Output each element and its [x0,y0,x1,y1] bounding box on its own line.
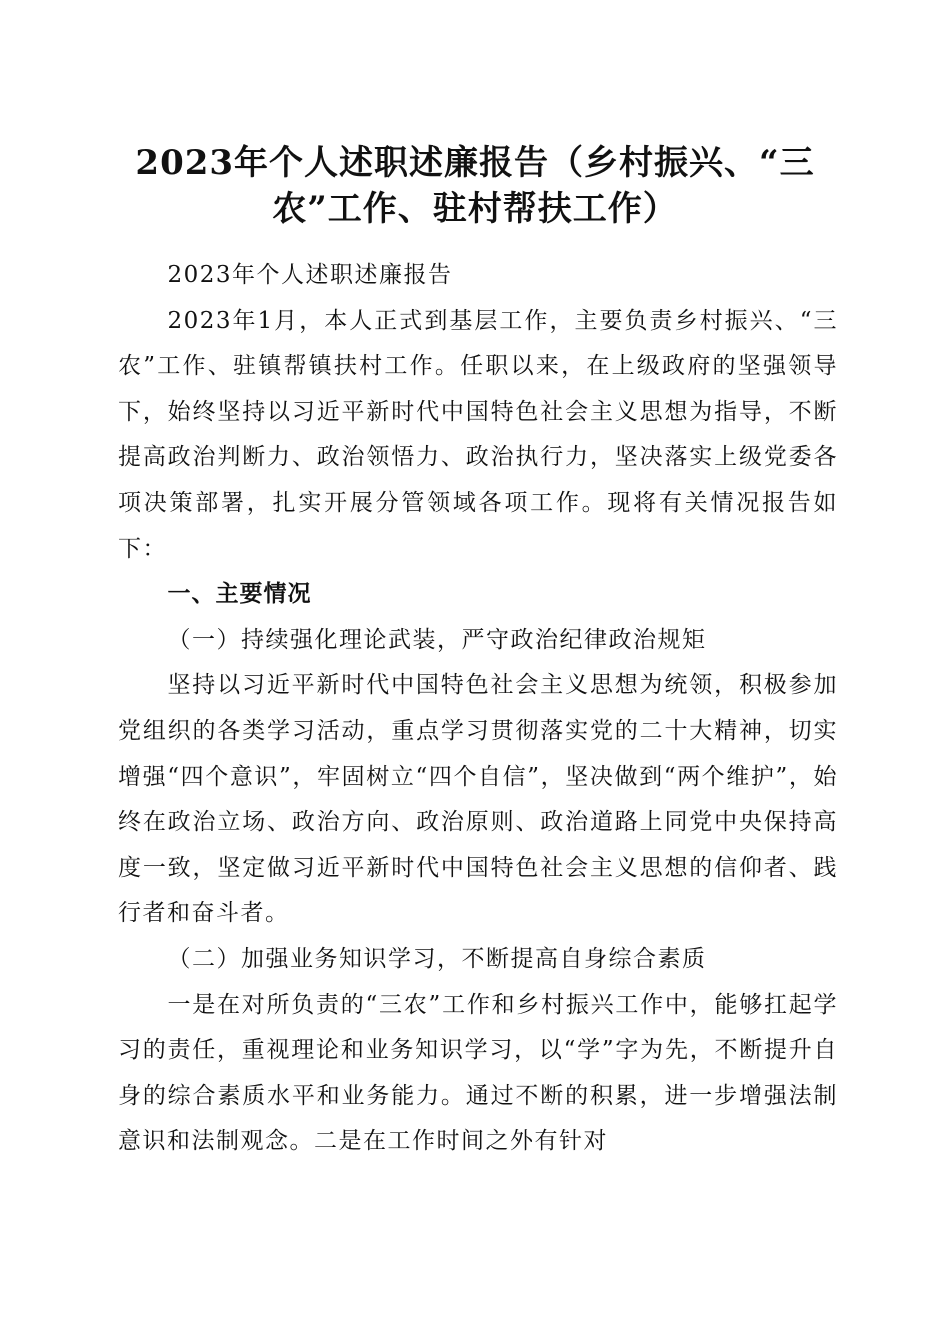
subsection-1-paragraph: 坚持以习近平新时代中国特色社会主义思想为统领，积极参加党组织的各类学习活动，重点学习贯彻落实党的二十大精神，切实增强“四个意识”，牢固树立“四个自信”，坚决做到“两个维护”，始终在政治立场、政治方向、政治原则、政治道路上同党中央保持高度一致，坚定做习近平新时代中国特色社会主义思想的信仰者、践行者和奋斗者。 [118,672,838,927]
document-body [118,253,838,1165]
title-line-2: 农”工作、驻村帮扶工作） [272,189,678,229]
section-heading-main-situation: 一、主要情况 [167,581,312,608]
title-line-1: 2023年个人述职述廉报告（乡村振兴、“三 [135,143,815,183]
report-subtitle: 2023年个人述职述廉报告 [167,262,453,288]
intro-paragraph: 2023年1月，本人正式到基层工作，主要负责乡村振兴、“三农”工作、驻镇帮镇扶村工作。任职以来，在上级政府的坚强领导下，始终坚持以习近平新时代中国特色社会主义思想为指导，不断提高政治判断力、政治领悟力、政治执行力，坚决落实上级党委各项决策部署，扎实开展分管领域各项工作。现将有关情况报告如下： [118,307,838,562]
subsection-heading-1: （一）持续强化理论武装，严守政治纪律政治规矩 [167,626,707,653]
subsection-2-paragraph: 一是在对所负责的“三农”工作和乡村振兴工作中，能够扛起学习的责任，重视理论和业务知识学习，以“学”字为先，不断提升自身的综合素质水平和业务能力。通过不断的积累，进一步增强法制意识和法制观念。二是在工作时间之外有针对 [118,991,838,1155]
subsection-heading-2: （二）加强业务知识学习，不断提高自身综合素质 [167,945,707,972]
document-title [110,140,840,232]
